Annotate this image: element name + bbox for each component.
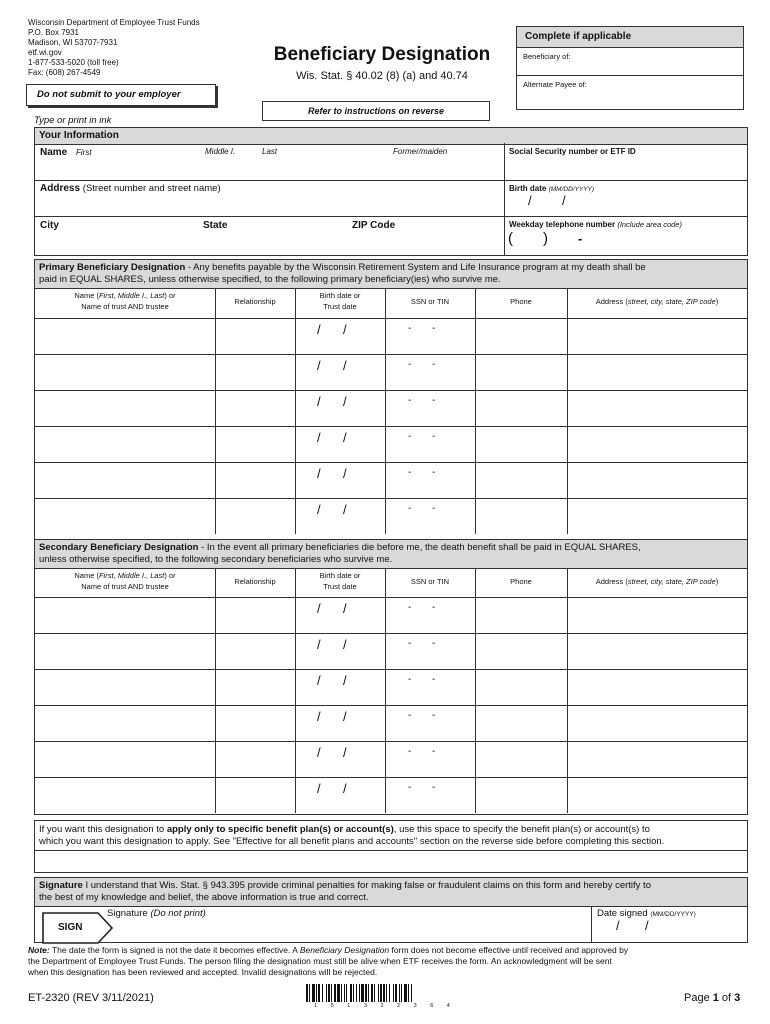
- date-signed-hint: (MM/DD/YYYY): [650, 911, 696, 918]
- date-slash: /: [616, 918, 620, 933]
- birth-date-field[interactable]: [509, 184, 594, 193]
- ssn-dash: -: [408, 431, 412, 442]
- phone-paren: ): [543, 230, 548, 247]
- ssn-dash: -: [432, 602, 436, 613]
- col-address-header: Address (street, city, state, ZIP code): [595, 577, 719, 586]
- ssn-dash: -: [432, 359, 436, 370]
- org-line: etf.wi.gov: [28, 48, 62, 57]
- ssn-dash: -: [408, 638, 412, 649]
- first-name-field[interactable]: First: [76, 148, 92, 157]
- applicable-title: Complete if applicable: [525, 31, 632, 42]
- ssn-dash: -: [408, 359, 412, 370]
- org-line: P.O. Box 7931: [28, 28, 79, 37]
- phone-hint: (Include area code): [617, 220, 682, 229]
- state-field[interactable]: State: [203, 220, 228, 231]
- col-address-header: Address (street, city, state, ZIP code): [595, 297, 719, 306]
- date-signed-label: Date signed: [597, 908, 648, 919]
- page-total: 3: [734, 992, 741, 1004]
- birth-slash: /: [317, 709, 321, 724]
- birth-slash: /: [317, 430, 321, 445]
- note-text: the Department of Employee Trust Funds. The person filing the designation must still be alive when ETF receives the form. An acknowledgment will be sent: [28, 956, 612, 966]
- birth-slash: /: [317, 673, 321, 688]
- page-number: [684, 992, 740, 1004]
- col-birth-header: Birth date or Trust date: [319, 571, 361, 591]
- birth-slash: /: [317, 358, 321, 373]
- specific-text: which you want this designation to apply. See "Effective for all benefit plans and accounts" section on the reverse side before completing this section.: [39, 836, 665, 847]
- phone-field[interactable]: [509, 220, 682, 229]
- birth-slash: /: [528, 193, 532, 208]
- form-id: ET-2320 (REV 3/11/2021): [28, 992, 154, 1004]
- secondary-beneficiary-row[interactable]: [35, 669, 747, 705]
- ssn-dash: -: [432, 674, 436, 685]
- do-not-submit-box: [26, 84, 216, 106]
- signature-field[interactable]: [107, 908, 206, 919]
- birth-slash: /: [343, 637, 347, 652]
- specific-text-bold: apply only to specific benefit plan(s) or account(s): [166, 824, 394, 835]
- specific-text: , use this space to specify the benefit plan(s) or account(s) to: [393, 824, 650, 835]
- page-text: Page: [684, 992, 713, 1004]
- address-hint: (Street number and street name): [82, 183, 221, 194]
- beneficiary-of-label: Beneficiary of:: [523, 52, 571, 61]
- address-label: Address: [40, 183, 81, 194]
- statute-ref: Wis. Stat. § 40.02 (8) (a) and 40.74: [296, 70, 468, 82]
- ssn-dash: -: [408, 710, 412, 721]
- birth-slash: /: [317, 781, 321, 796]
- birth-slash: /: [317, 601, 321, 616]
- last-name-field[interactable]: Last: [262, 147, 278, 156]
- ssn-dash: -: [432, 638, 436, 649]
- signature-hint: (Do not print): [150, 908, 206, 919]
- primary-text: paid in EQUAL SHARES, unless otherwise specified, to the following primary beneficiary(ies) who survive me.: [39, 274, 501, 285]
- birth-slash: /: [343, 673, 347, 688]
- birth-slash: /: [343, 430, 347, 445]
- birth-slash: /: [317, 466, 321, 481]
- ssn-dash: -: [432, 431, 436, 442]
- alternate-payee-label: Alternate Payee of:: [523, 80, 587, 89]
- page-current: 1: [712, 992, 719, 1004]
- col-relationship-header: Relationship: [234, 297, 276, 306]
- ssn-dash: -: [432, 323, 436, 334]
- birth-slash: /: [343, 394, 347, 409]
- col-ssn-header: SSN or TIN: [410, 577, 450, 586]
- specific-plans-input[interactable]: [37, 852, 745, 871]
- birth-slash: /: [343, 358, 347, 373]
- specific-text: If you want this designation to: [39, 824, 167, 835]
- ssn-dash: -: [408, 602, 412, 613]
- ssn-dash: -: [408, 782, 412, 793]
- ssn-dash: -: [408, 674, 412, 685]
- birth-slash: /: [343, 502, 347, 517]
- birth-slash: /: [343, 466, 347, 481]
- ssn-dash: -: [408, 323, 412, 334]
- middle-initial-field[interactable]: Middle I.: [205, 147, 236, 156]
- form-title: Beneficiary Designation: [273, 44, 491, 65]
- birth-slash: /: [317, 394, 321, 409]
- birth-slash: /: [343, 781, 347, 796]
- ssn-dash: -: [408, 395, 412, 406]
- note-text: The date the form is signed is not the date it becomes effective. A: [49, 945, 300, 955]
- birth-date-label: Birth date: [509, 184, 547, 193]
- primary-text: - Any benefits payable by the Wisconsin Retirement System and Life Insurance program at my death shall be: [185, 262, 646, 273]
- secondary-beneficiary-row[interactable]: [35, 705, 747, 741]
- birth-slash: /: [562, 193, 566, 208]
- ssn-field[interactable]: Social Security number or ETF ID: [509, 147, 636, 156]
- primary-beneficiary-row[interactable]: [35, 498, 747, 534]
- note-text: form does not become effective until received and approved by: [389, 945, 629, 955]
- note-label: Note:: [28, 945, 50, 955]
- your-info-heading: Your Information: [39, 130, 119, 141]
- col-ssn-header: SSN or TIN: [410, 297, 450, 306]
- name-label: Name: [40, 147, 68, 158]
- ssn-dash: -: [432, 782, 436, 793]
- birth-slash: /: [343, 709, 347, 724]
- your-info-header: [35, 128, 747, 145]
- primary-header: [35, 260, 747, 289]
- refer-box: [262, 101, 490, 121]
- org-line: 1-877-533-5020 (toll free): [28, 58, 119, 67]
- org-line: Madison, WI 53707-7931: [28, 38, 118, 47]
- specific-plans-section: [34, 820, 748, 873]
- birth-slash: /: [317, 502, 321, 517]
- ssn-dash: -: [432, 746, 436, 757]
- applicable-box: [516, 26, 744, 110]
- col-phone-header: Phone: [510, 297, 532, 306]
- applicable-header: [517, 27, 743, 48]
- primary-heading: Primary Beneficiary Designation: [39, 262, 186, 273]
- phone-paren: (: [508, 230, 513, 247]
- do-not-submit-text: Do not submit to your employer: [37, 89, 181, 100]
- barcode-digits: 1 5 1 3 2 2 3 6 4: [314, 1003, 456, 1009]
- col-phone-header: Phone: [510, 577, 532, 586]
- secondary-text: - In the event all primary beneficiaries die before me, the death benefit shall be paid in EQUAL SHARES,: [198, 542, 641, 553]
- col-birth-header: Birth date or Trust date: [319, 291, 361, 311]
- signature-text: the best of my knowledge and belief, the above information is true and correct.: [39, 892, 369, 903]
- birth-slash: /: [317, 637, 321, 652]
- note-text: when this designation has been reviewed and accepted. Invalid designations will be rejected.: [28, 967, 378, 977]
- secondary-beneficiary-row[interactable]: [35, 597, 747, 633]
- birth-slash: /: [317, 745, 321, 760]
- phone-label: Weekday telephone number: [509, 220, 616, 229]
- primary-beneficiary-row[interactable]: [35, 354, 747, 390]
- birth-date-hint: (MM/DD/YYYY): [548, 186, 595, 193]
- org-address-block: [28, 18, 258, 78]
- ssn-dash: -: [408, 467, 412, 478]
- col-name-header: Name (First, Middle I., Last) or Name of trust AND trustee: [74, 571, 176, 591]
- org-line: Fax: (608) 267-4549: [28, 68, 101, 77]
- refer-text: Refer to instructions on reverse: [307, 106, 445, 116]
- ssn-dash: -: [432, 503, 436, 514]
- signature-text: I understand that Wis. Stat. § 943.395 provide criminal penalties for making false or fraudulent claims on this form and hereby certify to: [82, 880, 651, 891]
- signature-header: [35, 878, 747, 907]
- signature-label: Signature: [107, 908, 148, 919]
- primary-beneficiary-row[interactable]: [35, 390, 747, 426]
- type-or-print: Type or print in ink: [34, 115, 112, 126]
- secondary-text: unless otherwise specified, to the following secondary beneficiaries who survive me.: [39, 554, 393, 565]
- secondary-heading: Secondary Beneficiary Designation: [39, 542, 199, 553]
- page-text: of: [718, 992, 735, 1004]
- ssn-dash: -: [408, 746, 412, 757]
- primary-beneficiary-row[interactable]: [35, 426, 747, 462]
- sign-label: SIGN: [58, 922, 83, 933]
- primary-beneficiary-row[interactable]: [35, 462, 747, 498]
- org-line: Wisconsin Department of Employee Trust Funds: [28, 18, 200, 27]
- signature-heading: Signature: [39, 880, 83, 891]
- ssn-dash: -: [408, 503, 412, 514]
- barcode-icon: [306, 984, 464, 1004]
- secondary-beneficiary-row[interactable]: [35, 633, 747, 669]
- col-relationship-header: Relationship: [234, 577, 276, 586]
- secondary-beneficiary-row[interactable]: [35, 741, 747, 777]
- zip-field[interactable]: ZIP Code: [352, 220, 396, 231]
- city-field[interactable]: City: [40, 220, 59, 231]
- secondary-header: [35, 540, 747, 569]
- col-name-header: Name (First, Middle I., Last) or Name of trust AND trustee: [74, 291, 176, 311]
- secondary-beneficiary-row[interactable]: [35, 777, 747, 813]
- address-field[interactable]: [40, 183, 221, 194]
- former-name-field[interactable]: Former/maiden: [393, 147, 448, 156]
- birth-slash: /: [343, 601, 347, 616]
- date-slash: /: [645, 918, 649, 933]
- birth-slash: /: [343, 745, 347, 760]
- ssn-dash: -: [432, 710, 436, 721]
- birth-slash: /: [343, 322, 347, 337]
- ssn-dash: -: [432, 467, 436, 478]
- primary-beneficiary-row[interactable]: [35, 318, 747, 354]
- birth-slash: /: [317, 322, 321, 337]
- note-text-italic: Beneficiary Designation: [299, 945, 390, 955]
- phone-dash: -: [578, 231, 583, 246]
- note-block: [28, 945, 753, 978]
- ssn-dash: -: [432, 395, 436, 406]
